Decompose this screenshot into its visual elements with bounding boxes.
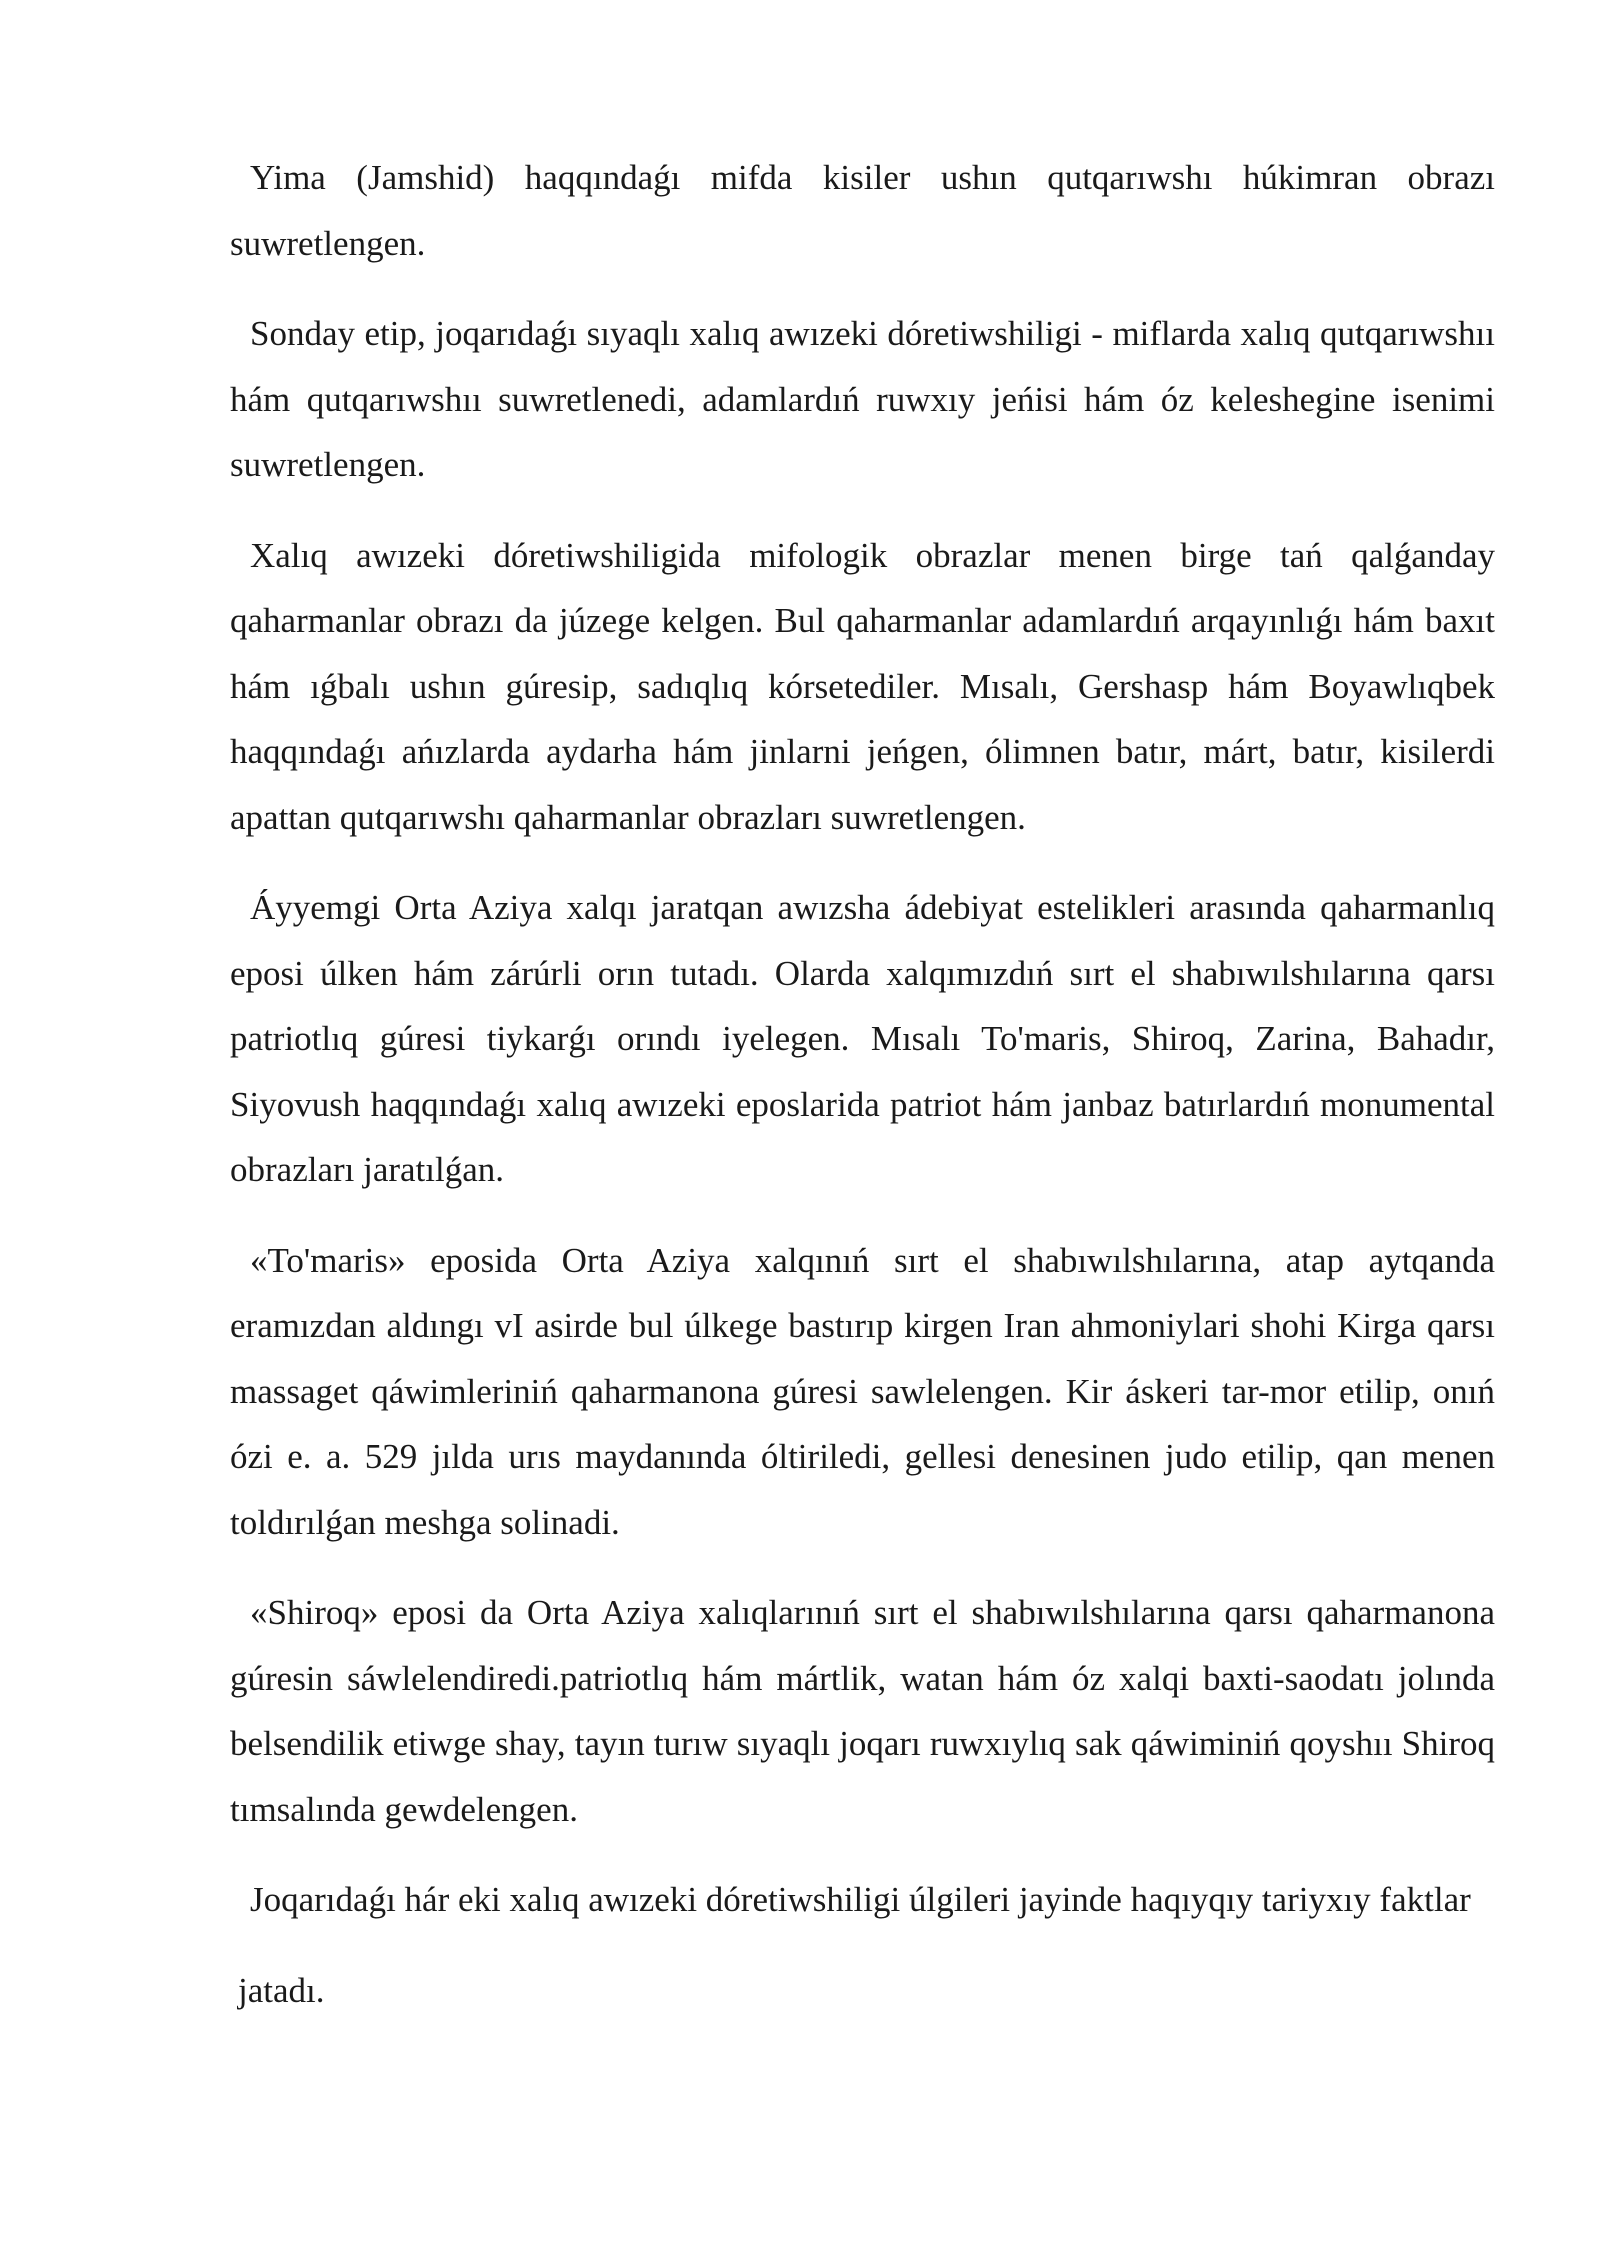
document-body	[230, 145, 1495, 2048]
paragraph-sonday: Sonday etip, joqarıdaǵı sıyaqlı xalıq awızeki dóretiwshiligi - miflarda xalıq qutqarıwshıı hám qutqarıwshıı suwretlenedi, adamlardıń ruwxıy jeńisi hám óz keleshegine isenimi suwretlengen.	[230, 314, 1495, 484]
paragraph-jatadi: jatadı.	[238, 1970, 325, 2010]
paragraph-ayyemgi: Áyyemgi Orta Aziya xalqı jaratqan awızsha ádebiyat estelikleri arasında qaharmanlıq eposi úlken hám zárúrli orın tutadı. Olarda xalqımızdıń sırt el shabıwılshılarına qarsı patriotlıq gúresi tiykarǵı orındı iyelegen. Mısalı To'maris, Shiroq, Zarina, Bahadır, Siyovush haqqındaǵı xalıq awızeki eposlarida patriot hám janbaz batırlardıń monumental obrazları jaratılǵan.	[230, 888, 1495, 1189]
paragraph-shiroq: «Shiroq» eposi da Orta Aziya xalıqlarınıń sırt el shabıwılshılarına qarsı qaharmanona gúresin sáwlelendiredi.patriotlıq hám mártlik, watan hám óz xalqi baxti-saodatı jolında belsendilik etiwge shay, tayın turıw sıyaqlı joqarı ruwxıylıq sak qáwiminiń qoyshıı Shiroq tımsalında gewdelengen.	[230, 1593, 1495, 1829]
paragraph-joqaridagi: Joqarıdaǵı hár eki xalıq awızeki dóretiwshiligi úlgileri jayinde haqıyqıy tariyxıy faktlar	[250, 1880, 1471, 1919]
paragraph-tomaris: «To'maris» eposida Orta Aziya xalqınıń sırt el shabıwılshılarına, atap aytqanda eramızdan aldıngı vI asirde bul úlkege bastırıp kirgen Iran ahmoniylari shohi Kirga qarsı massaget qáwimleriniń qaharmanona gúresi sawlelengen. Kir áskeri tar-mor etilip, onıń ózi e. a. 529 jılda urıs maydanında óltiriledi, gellesi denesinen judo etilip, qan menen toldırılǵan meshga solinadi.	[230, 1240, 1495, 1542]
paragraph-xaliq: Xalıq awızeki dóretiwshiligida mifologik obrazlar menen birge tań qalǵanday qaharmanlar obrazı da júzege kelgen. Bul qaharmanlar adamlardıń arqayınlıǵı hám baxıt hám ıǵbalı ushın gúresip, sadıqlıq kórsetediler. Mısalı, Gershasp hám Boyawlıqbek haqqındaǵı ańızlarda aydarha hám jinlarni jeńgen, ólimnen batır, márt, batır, kisilerdi apattan qutqarıwshı qaharmanlar obrazları suwretlengen.	[230, 535, 1495, 837]
paragraph-yima: Yima (Jamshid) haqqındaǵı mifda kisiler ushın qutqarıwshı húkimran obrazı suwretlengen.	[230, 158, 1495, 263]
